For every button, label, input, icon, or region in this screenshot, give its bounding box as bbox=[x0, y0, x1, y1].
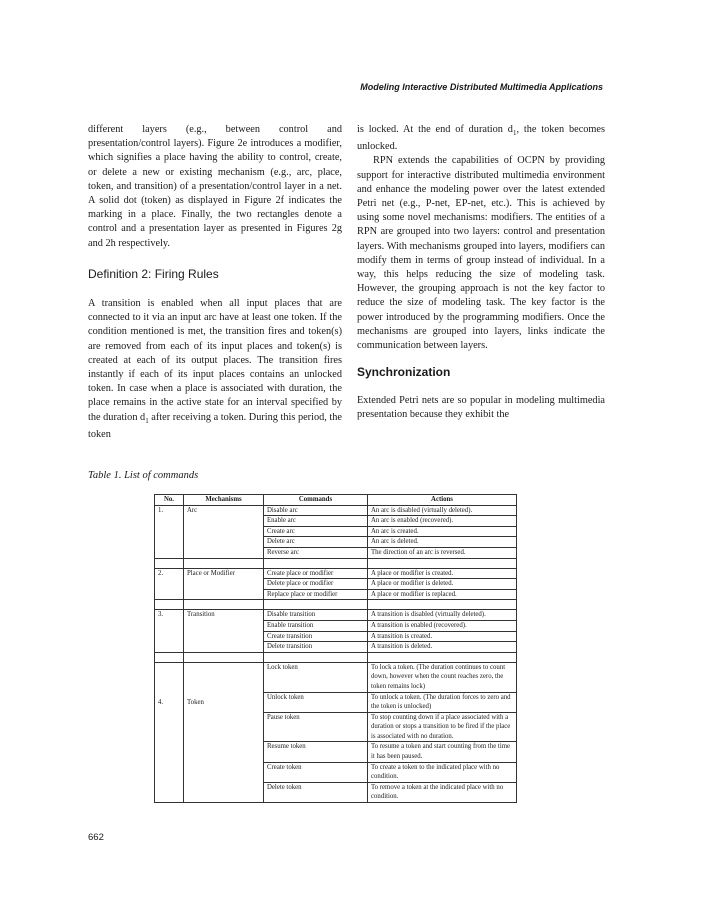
command-cell: Delete arc bbox=[264, 537, 368, 548]
action-cell: To stop counting down if a place associated with a duration or stops a transition to be fired if the place is associated with no duration. bbox=[368, 712, 517, 742]
left-paragraph-1: different layers (e.g., between control and presentation/control layers). Figure 2e introduces a modifier, which signifies a place having the ability to control, create, or delete a new or existing mechanism (e.g., arc, place, token, and transition) of a presentation/control layer in a net. A solid dot (token) as displayed in Figure 2f indicates the marking in a place. Finally, the two rectangles denote a control and a presentation layer as presented in Figures 2g and 2h respectively. bbox=[88, 124, 342, 249]
table-row bbox=[155, 505, 517, 516]
command-cell: Enable arc bbox=[264, 516, 368, 527]
table-header-row bbox=[155, 495, 517, 506]
action-cell: A transition is created. bbox=[368, 631, 517, 642]
table-group-transition bbox=[155, 610, 517, 662]
action-cell: A place or modifier is deleted. bbox=[368, 579, 517, 590]
header-mechanisms: Mechanisms bbox=[184, 495, 264, 506]
command-cell: Resume token bbox=[264, 742, 368, 762]
action-cell: A transition is enabled (recovered). bbox=[368, 620, 517, 631]
action-cell: To remove a token at the indicated place with no condition. bbox=[368, 782, 517, 802]
group-mechanism: Transition bbox=[184, 610, 264, 652]
right-paragraph-2: RPN extends the capabilities of OCPN by providing support for interactive distributed multimedia environment and enhance the modeling power over the latest extended Petri net (e.g., P-net, EP-net, etc.). This is achieved by using some novel mechanisms: modifiers. The entities of a RPN are grouped into two layers: control and presentation layers. With mechanisms grouped into layers, modifiers can modify them in terms of group instead of individual. In a way, this helps reducing the size of modeling task. However, the grouping approach is not the key factor to reduce the size of modeling task. The key factor is the power introduced by the programming modifiers. Once the mechanisms are grouped into layers, links indicate the communication between layers. bbox=[357, 155, 605, 352]
header-commands: Commands bbox=[264, 495, 368, 506]
command-cell: Lock token bbox=[264, 662, 368, 692]
command-cell: Enable transition bbox=[264, 620, 368, 631]
right-paragraph-1b: , the token becomes unlocked. bbox=[357, 124, 606, 153]
command-cell: Delete transition bbox=[264, 642, 368, 653]
right-paragraph-3: Extended Petri nets are so popular in modeling multimedia presentation because they exhibit the bbox=[357, 394, 605, 420]
table-spacer-row bbox=[155, 558, 517, 568]
command-cell: Create arc bbox=[264, 526, 368, 537]
action-cell: An arc is disabled (virtually deleted). bbox=[368, 505, 517, 516]
table-group-arc bbox=[155, 505, 517, 568]
commands-table bbox=[154, 494, 517, 803]
action-cell: To resume a token and start counting from the time it has been paused. bbox=[368, 742, 517, 762]
action-cell: A transition is deleted. bbox=[368, 642, 517, 653]
left-paragraph-2-end: after receiving a token. During this period, the token bbox=[88, 411, 342, 440]
right-paragraph-1a: is locked. At the end of duration d bbox=[357, 124, 513, 135]
command-cell: Delete token bbox=[264, 782, 368, 802]
group-mechanism bbox=[184, 662, 264, 802]
section-heading-firing-rules: Definition 2: Firing Rules bbox=[88, 266, 219, 281]
group-mechanism-text: Token bbox=[187, 698, 204, 706]
action-cell: An arc is enabled (recovered). bbox=[368, 516, 517, 527]
command-cell: Create transition bbox=[264, 631, 368, 642]
command-cell: Disable arc bbox=[264, 505, 368, 516]
command-cell: Create place or modifier bbox=[264, 568, 368, 579]
section-heading-synchronization: Synchronization bbox=[357, 365, 451, 380]
group-number bbox=[155, 662, 184, 802]
group-number: 1. bbox=[155, 505, 184, 558]
right-paragraph-1 bbox=[357, 123, 605, 154]
table-row bbox=[155, 610, 517, 621]
page-number: 662 bbox=[88, 832, 104, 843]
command-cell: Disable transition bbox=[264, 610, 368, 621]
command-cell: Replace place or modifier bbox=[264, 589, 368, 600]
action-cell: To create a token to the indicated place with no condition. bbox=[368, 762, 517, 782]
group-mechanism: Arc bbox=[184, 505, 264, 558]
table-row bbox=[155, 662, 517, 692]
group-mechanism: Place or Modifier bbox=[184, 568, 264, 600]
right-column bbox=[357, 123, 605, 422]
action-cell: A place or modifier is created. bbox=[368, 568, 517, 579]
header-actions: Actions bbox=[368, 495, 517, 506]
action-cell: An arc is deleted. bbox=[368, 537, 517, 548]
table-spacer-row bbox=[155, 652, 517, 662]
left-paragraph-2-text: A transition is enabled when all input places that are connected to it via an input arc have at least one token. If the condition mentioned is met, the transition fires and token(s) are removed from each of its input places and token(s) is created at each of its output places. The transition fires instantly if each of its input places contains an unlocked token. In case when a place is associated with duration, the place remains in the active state for an interval specified by the duration d bbox=[88, 298, 342, 423]
command-cell: Create token bbox=[264, 762, 368, 782]
command-cell: Delete place or modifier bbox=[264, 579, 368, 590]
left-paragraph-2 bbox=[88, 297, 342, 442]
left-column bbox=[88, 123, 342, 442]
action-cell: The direction of an arc is reversed. bbox=[368, 547, 517, 558]
action-cell: To lock a token. (The duration continues to count down, however when the count reaches zero, the token remains lock) bbox=[368, 662, 517, 692]
group-number-text: 4. bbox=[158, 698, 164, 706]
table-caption: Table 1. List of commands bbox=[88, 470, 199, 481]
running-head: Modeling Interactive Distributed Multimedia Applications bbox=[360, 82, 603, 92]
table-group-token bbox=[155, 662, 517, 802]
action-cell: A transition is disabled (virtually deleted). bbox=[368, 610, 517, 621]
table-row bbox=[155, 568, 517, 579]
table-group-place-or-modifier bbox=[155, 568, 517, 610]
action-cell: A place or modifier is replaced. bbox=[368, 589, 517, 600]
duration-subscript: 1 bbox=[512, 129, 517, 138]
command-cell: Unlock token bbox=[264, 692, 368, 712]
table-spacer-row bbox=[155, 600, 517, 610]
duration-subscript: 1 bbox=[145, 416, 149, 425]
header-no: No. bbox=[155, 495, 184, 506]
action-cell: To unlock a token. (The duration forces to zero and the token is unlocked) bbox=[368, 692, 517, 712]
command-cell: Pause token bbox=[264, 712, 368, 742]
command-cell: Reverse arc bbox=[264, 547, 368, 558]
group-number: 3. bbox=[155, 610, 184, 652]
action-cell: An arc is created. bbox=[368, 526, 517, 537]
group-number: 2. bbox=[155, 568, 184, 600]
